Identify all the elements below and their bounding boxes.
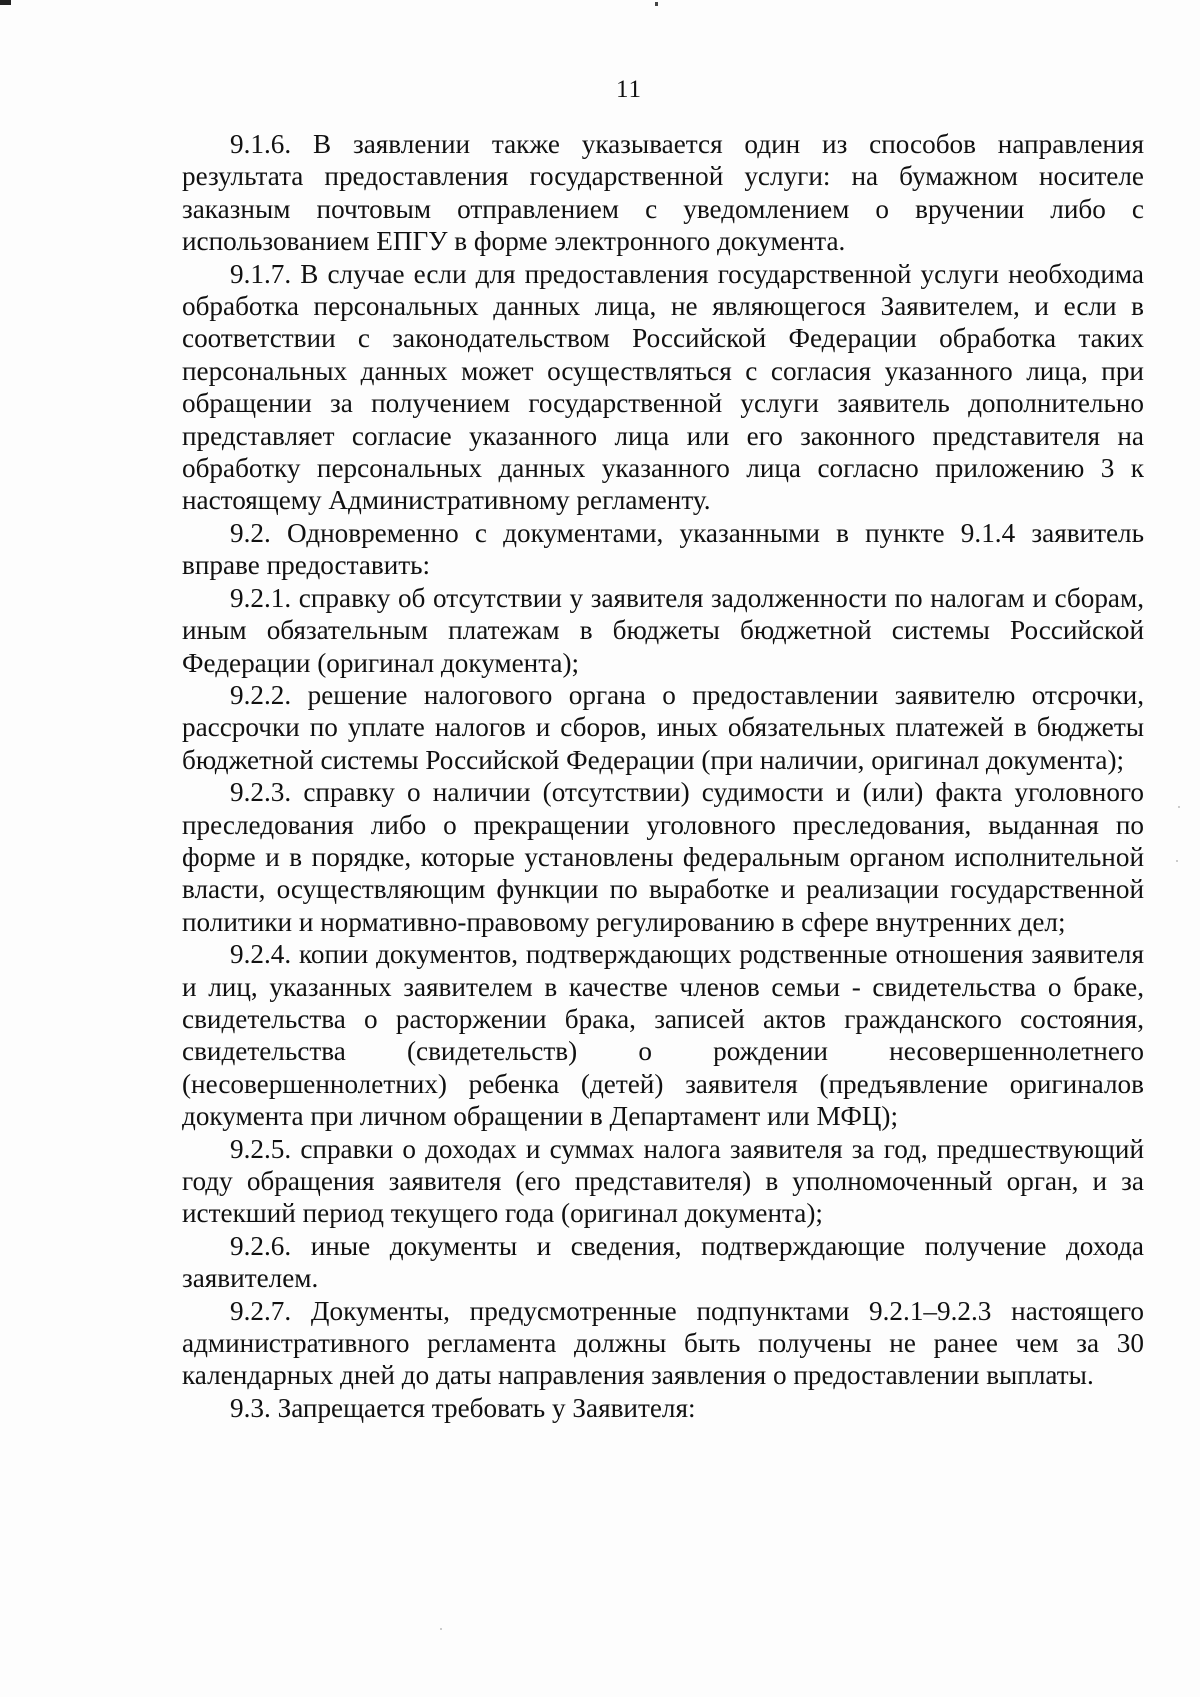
paragraph-9-2-6: 9.2.6. иные документы и сведения, подтверждающие получение дохода заявителем. <box>182 1230 1144 1294</box>
paragraph-9-2-1: 9.2.1. справку об отсутствии у заявителя задолженности по налогам и сборам, иным обязательным платежам в бюджеты бюджетной системы Российской Федерации (оригинал документа); <box>182 582 1144 678</box>
paragraph-9-3: 9.3. Запрещается требовать у Заявителя: <box>230 1392 696 1423</box>
paragraph-9-2-4: 9.2.4. копии документов, подтверждающих родственные отношения заявителя и лиц, указанных заявителем в качестве членов семьи - свидетельства о браке, свидетельства о расторжении брака, записей актов гражданского состояния, свидетельства (свидетельств) о рождении несовершеннолетнего (несовершеннолетних) ребенка (детей) заявителя (предъявление оригиналов документа при личном обращении в Департамент или МФЦ); <box>182 939 1144 1132</box>
paragraph-9-2-5: 9.2.5. справки о доходах и суммах налога заявителя за год, предшествующий году обращения заявителя (его представителя) в уполномоченный орган, и за истекший период текущего года (оригинал документа); <box>182 1133 1144 1229</box>
paragraph-9-2: 9.2. Одновременно с документами, указанными в пункте 9.1.4 заявитель вправе предоставить: <box>182 517 1144 581</box>
scan-speck <box>440 1628 442 1630</box>
paragraph-9-2-7: 9.2.7. Документы, предусмотренные подпунктами 9.2.1–9.2.3 настоящего административного регламента должны быть получены не ранее чем за 30 календарных дней до даты направления заявления о предоставлении выплаты. <box>182 1295 1144 1391</box>
paragraph-9-1-6: 9.1.6. В заявлении также указывается один из способов направления результата предоставления государственной услуги: на бумажном носителе заказным почтовым отправлением с уведомлением о вручении либо с использованием ЕПГУ в форме электронного документа. <box>182 129 1144 257</box>
scan-top-mark <box>655 2 658 6</box>
page-number: 11 <box>615 76 643 103</box>
paragraph-9-2-2: 9.2.2. решение налогового органа о предоставлении заявителю отсрочки, рассрочки по уплате налогов и сборов, иных обязательных платежей в бюджеты бюджетной системы Российской Федерации (при наличии, оригинал документа); <box>182 679 1144 775</box>
paragraph-9-1-7: 9.1.7. В случае если для предоставления государственной услуги необходима обработка персональных данных лица, не являющегося Заявителем, и если в соответствии с законодательством Российской Федерации обработка таких персональных данных может осуществляться с согласия указанного лица, при обращении за получением государственной услуги заявитель дополнительно представляет согласие указанного лица или его законного представителя на обработку персональных данных указанного лица согласно приложению 3 к настоящему Административному регламенту. <box>182 258 1144 516</box>
scan-corner-mark <box>0 0 11 5</box>
scan-speck <box>1176 860 1178 862</box>
document-body <box>182 128 1144 1424</box>
scan-speck <box>1178 806 1180 808</box>
paragraph-9-2-3: 9.2.3. справку о наличии (отсутствии) судимости и (или) факта уголовного преследования либо о прекращении уголовного преследования, выданная по форме и в порядке, которые установлены федеральным органом исполнительной власти, осуществляющим функции по выработке и реализации государственной политики и нормативно-правовому регулированию в сфере внутренних дел; <box>182 777 1144 937</box>
